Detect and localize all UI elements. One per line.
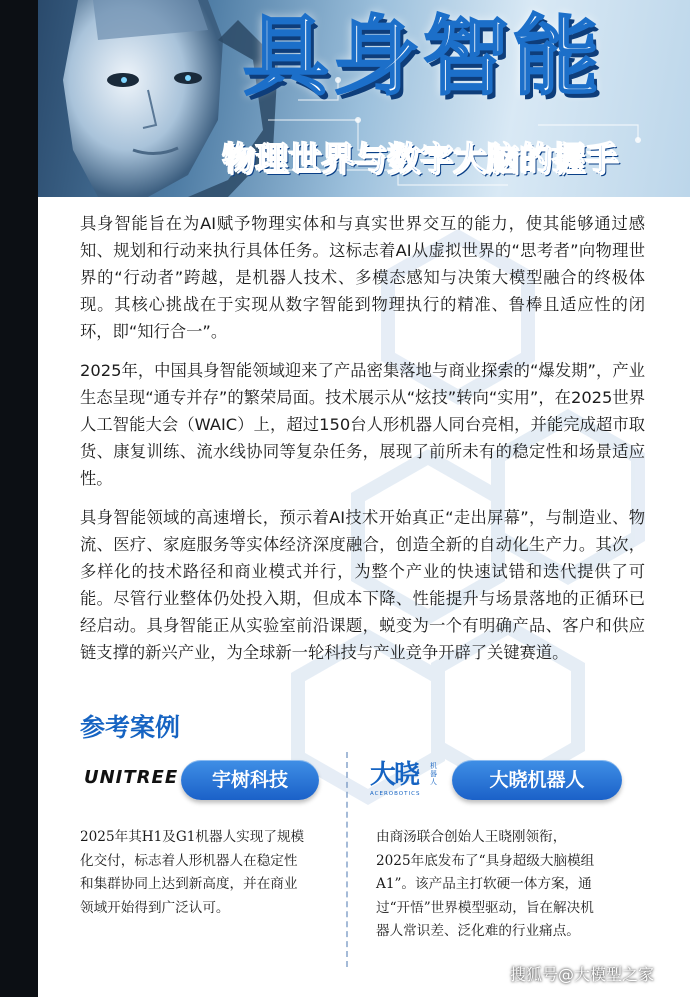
left-dark-bar: [0, 0, 38, 997]
hero-banner: [38, 0, 690, 197]
acerobotics-name-pill: 大晓机器人: [452, 760, 622, 800]
acerobotics-description: 由商汤联合创始人王晓刚领衔， 2025年底发布了“具身超级大脑模组 A1”。该产品主打软硬一体方案，通 过“开悟”世界模型驱动，旨在解决机 器人常识差、泛化难的行业痛点。: [376, 829, 595, 939]
acerobotics-logo: 大晓 机器人 ACEROBOTICS: [370, 760, 437, 797]
main-content: [80, 210, 645, 678]
case-divider: [346, 752, 348, 967]
market-paragraph: 2025年，中国具身智能领域迎来了产品密集落地与商业探索的“爆发期”，产业生态呈现“通专并存”的繁荣局面。技术展示从“炫技”转向“实用”，在2025世界人工智能大会（WAIC）上，超过150台人形机器人同台亮相，并能完成超市取货、康复训练、流水线协同等复杂任务，展现了前所未有的稳定性和场景适应性。: [80, 361, 645, 488]
page-subtitle: 物理世界与数字大脑的握手: [222, 139, 618, 178]
section-title-cases: 参考案例: [80, 713, 181, 742]
outlook-paragraph: 具身智能领域的高速增长，预示着AI技术开始真正“走出屏幕”，与制造业、物流、医疗、家庭服务等实体经济深度融合，创造全新的自动化生产力。其次，多样化的技术路径和商业模式并行，为整个产业的快速试错和迭代提供了可能。尽管行业整体仍处投入期，但成本下降、性能提升与场景落地的正循环已经启动。具身智能正从实验室前沿课题，蜕变为一个有明确产品、客户和供应链支撑的新兴产业，为全球新一轮科技与产业竞争开辟了关键赛道。: [80, 508, 645, 662]
unitree-logo: UNITREE: [84, 767, 179, 788]
unitree-name-pill: 宇树科技: [181, 760, 319, 800]
unitree-description: 2025年其H1及G1机器人实现了规模 化交付，标志着人形机器人在稳定性 和集群协同上达到新高度，并在商业 领域开始得到广泛认可。: [80, 829, 305, 916]
watermark: 搜狐号@大模型之家: [510, 965, 655, 984]
page-title: 具身智能: [243, 7, 603, 107]
intro-paragraph: 具身智能旨在为AI赋予物理实体和与真实世界交互的能力，使其能够通过感知、规划和行动来执行具体任务。这标志着AI从虚拟世界的“思考者”向物理世界的“行动者”跨越，是机器人技术、多模态感知与决策大模型融合的终极体现。其核心挑战在于实现从数字智能到物理执行的精准、鲁棒且适应性的闭环，即“知行合一”。: [80, 214, 645, 341]
